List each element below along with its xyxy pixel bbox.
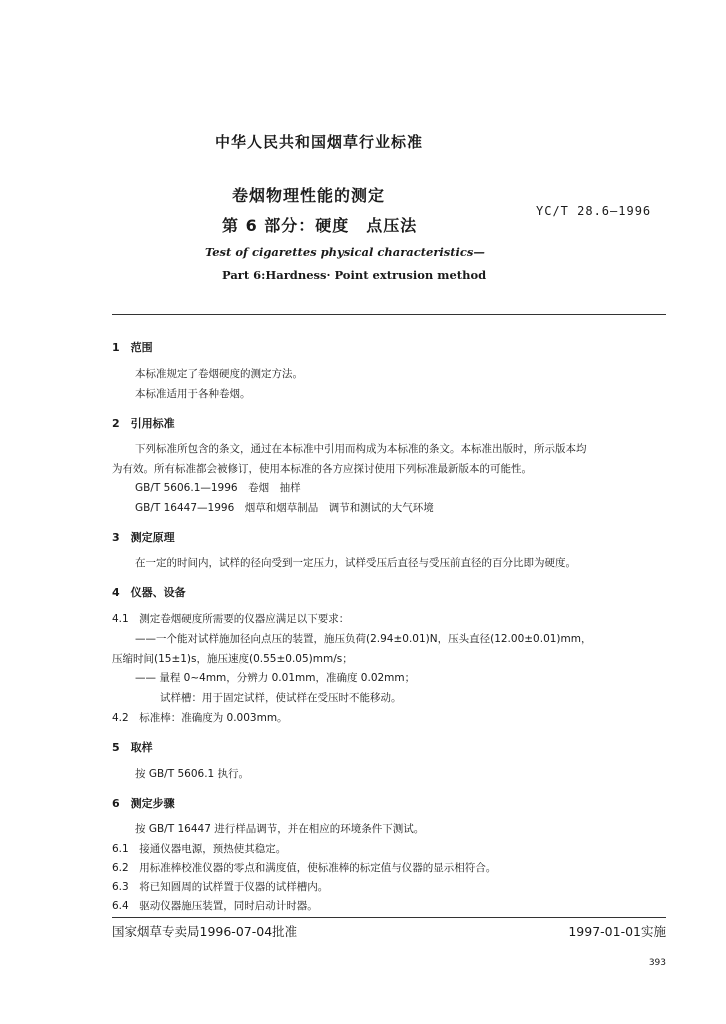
section-5-paragraph: 按 GB/T 5606.1 执行。 — [135, 768, 250, 780]
document-title-line-2: 第 6 部分：硬度 点压法 — [222, 216, 418, 235]
issuing-organization: 中华人民共和国烟草行业标准 — [215, 133, 424, 151]
reference-standard: GB/T 16447—1996 烟草和烟草制品 调节和测试的大气环境 — [135, 502, 434, 514]
footer-divider — [112, 917, 666, 918]
document-title-line-1: 卷烟物理性能的测定 — [232, 186, 386, 205]
header-divider — [112, 314, 666, 315]
section-1-paragraph: 本标准规定了卷烟硬度的测定方法。 — [135, 368, 303, 380]
section-3-paragraph: 在一定的时间内，试样的径向受到一定压力，试样受压后直径与受压前直径的百分比即为硬度。 — [135, 557, 576, 569]
implementation-date: 1997-01-01实施 — [568, 924, 666, 939]
section-3-heading: 3 测定原理 — [112, 531, 175, 544]
clause-6-3: 6.3 将已知圆周的试样置于仪器的试样槽内。 — [112, 881, 329, 893]
english-title-line-1: Test of cigarettes physical characteristics— — [205, 245, 485, 259]
clause-4-1-item: 试样槽：用于固定试样，使试样在受压时不能移动。 — [160, 692, 402, 704]
section-6-heading: 6 测定步骤 — [112, 797, 175, 810]
clause-4-1: 4.1 测定卷烟硬度所需要的仪器应满足以下要求： — [112, 613, 350, 625]
reference-standard: GB/T 5606.1—1996 卷烟 抽样 — [135, 482, 301, 494]
english-title-line-2: Part 6:Hardness· Point extrusion method — [222, 268, 487, 282]
section-1-heading: 1 范围 — [112, 341, 153, 354]
clause-4-2: 4.2 标准棒：准确度为 0.003mm。 — [112, 712, 288, 724]
clause-4-1-item: —— 量程 0~4mm，分辨力 0.01mm，准确度 0.02mm； — [135, 672, 416, 684]
clause-6-1: 6.1 接通仪器电源，预热使其稳定。 — [112, 843, 287, 855]
section-2-heading: 2 引用标准 — [112, 417, 175, 430]
page-number: 393 — [648, 958, 666, 968]
standard-code: YC/T 28.6—1996 — [536, 204, 652, 218]
section-1-paragraph: 本标准适用于各种卷烟。 — [135, 388, 251, 400]
clause-4-1-item: 压缩时间(15±1)s，施压速度(0.55±0.05)mm/s； — [112, 653, 353, 665]
clause-6-2: 6.2 用标准棒校准仪器的零点和满度值，使标准棒的标定值与仪器的显示相符合。 — [112, 862, 497, 874]
section-2-paragraph: 为有效。所有标准都会被修订，使用本标准的各方应探讨使用下列标准最新版本的可能性。 — [112, 463, 532, 475]
section-6-paragraph: 按 GB/T 16447 进行样品调节，并在相应的环境条件下测试。 — [135, 823, 425, 835]
section-5-heading: 5 取样 — [112, 741, 153, 754]
approval-date: 国家烟草专卖局1996-07-04批准 — [112, 924, 298, 939]
clause-6-4: 6.4 驱动仪器施压装置，同时启动计时器。 — [112, 900, 318, 912]
section-2-paragraph: 下列标准所包含的条文，通过在本标准中引用而构成为本标准的条文。本标准出版时，所示版本均 — [135, 443, 587, 455]
clause-4-1-item: ——一个能对试样施加径向点压的装置，施压负荷(2.94±0.01)N，压头直径(12.00±0.01)mm， — [135, 633, 592, 645]
section-4-heading: 4 仪器、设备 — [112, 586, 186, 599]
